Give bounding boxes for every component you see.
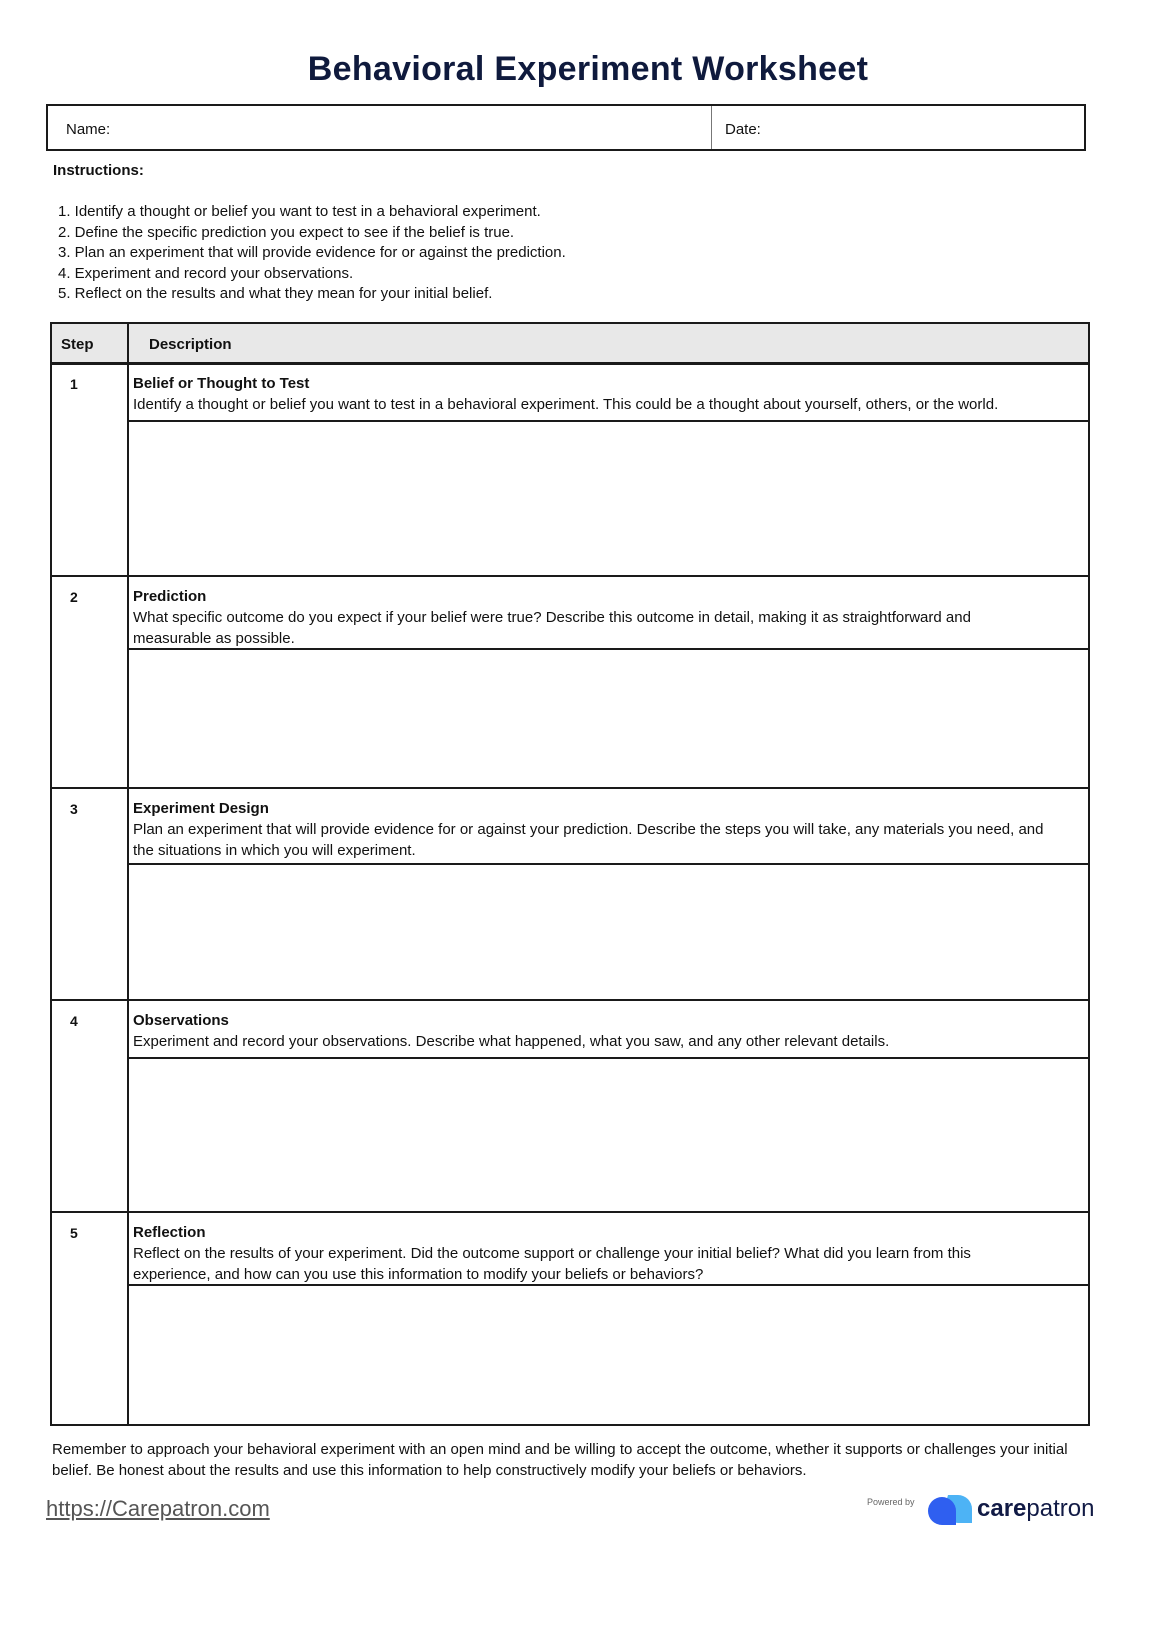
- footer-note: Remember to approach your behavioral experiment with an open mind and be willing to accept the outcome, whether it supports or challenges your initial belief. Be honest about the results and use this information to help constructively modify your beliefs or behaviors.: [52, 1441, 1068, 1479]
- step-description: Plan an experiment that will provide evidence for or against your prediction. Describe the steps you will take, any materials you need, and the situations in which you will experiment.: [133, 821, 1044, 859]
- step-description: Reflect on the results of your experiment. Did the outcome support or challenge your initial belief? What did you learn from this experience, and how can you use this information to modify your beliefs or behaviors?: [133, 1245, 971, 1283]
- instruction-item: 3. Plan an experiment that will provide evidence for or against the prediction.: [58, 244, 566, 261]
- step-number: 2: [70, 589, 78, 605]
- name-field-label: Name:: [66, 121, 111, 138]
- step-description-cell: [129, 1001, 1088, 1059]
- step-description-cell: [129, 364, 1088, 422]
- step-column-divider: [127, 324, 129, 1424]
- step-description-cell: [129, 789, 1088, 865]
- step-description: Experiment and record your observations. Describe what happened, what you saw, and any other relevant details.: [133, 1033, 890, 1050]
- table-row-3: [52, 787, 1088, 999]
- worksheet-table: [50, 322, 1090, 1426]
- powered-by-label: Powered by: [867, 1497, 915, 1507]
- table-header: [52, 324, 1088, 365]
- answer-area-reflection[interactable]: [129, 1286, 1088, 1426]
- instruction-item: 5. Reflect on the results and what they mean for your initial belief.: [58, 285, 493, 302]
- step-description: What specific outcome do you expect if your belief were true? Describe this outcome in detail, making it as straightforward and measurable as possible.: [133, 609, 971, 647]
- instruction-item: 1. Identify a thought or belief you want to test in a behavioral experiment.: [58, 203, 541, 220]
- carepatron-brand: [977, 1495, 1094, 1523]
- step-number: 4: [70, 1013, 78, 1029]
- answer-area-observations[interactable]: [129, 1059, 1088, 1211]
- step-title: Experiment Design: [133, 800, 269, 817]
- step-title: Observations: [133, 1012, 229, 1029]
- step-number: 3: [70, 801, 78, 817]
- header-step: Step: [61, 336, 94, 353]
- step-title: Belief or Thought to Test: [133, 375, 310, 392]
- table-row-5: [52, 1211, 1088, 1426]
- answer-area-prediction[interactable]: [129, 650, 1088, 787]
- date-field-label: Date:: [725, 121, 761, 138]
- step-description-cell: [129, 1213, 1088, 1286]
- instruction-item: 4. Experiment and record your observations.: [58, 264, 354, 282]
- page-title: Behavioral Experiment Worksheet: [307, 50, 869, 88]
- carepatron-logo-icon: [928, 1493, 976, 1525]
- step-number: 5: [70, 1225, 78, 1241]
- answer-area-belief[interactable]: [129, 422, 1088, 575]
- step-title: Reflection: [133, 1224, 206, 1241]
- table-row-2: [52, 575, 1088, 787]
- carepatron-link[interactable]: https://Carepatron.com: [46, 1496, 270, 1521]
- instruction-item: 2. Define the specific prediction you expect to see if the belief is true.: [58, 223, 515, 241]
- instructions-label: Instructions:: [53, 162, 144, 179]
- answer-area-experiment-design[interactable]: [129, 865, 1088, 999]
- brand-rest: patron: [1026, 1495, 1095, 1522]
- step-description-cell: [129, 577, 1088, 650]
- step-title: Prediction: [133, 588, 207, 605]
- instructions-list: [58, 202, 566, 305]
- brand-bold: care: [977, 1495, 1027, 1522]
- name-date-box: [46, 104, 1086, 151]
- table-row-1: [52, 362, 1088, 575]
- step-description: Identify a thought or belief you want to test in a behavioral experiment. This could be a thought about yourself, others, or the world.: [133, 396, 999, 413]
- table-row-4: [52, 999, 1088, 1211]
- name-date-divider: [711, 106, 712, 149]
- step-number: 1: [70, 376, 78, 392]
- header-description: Description: [149, 336, 232, 353]
